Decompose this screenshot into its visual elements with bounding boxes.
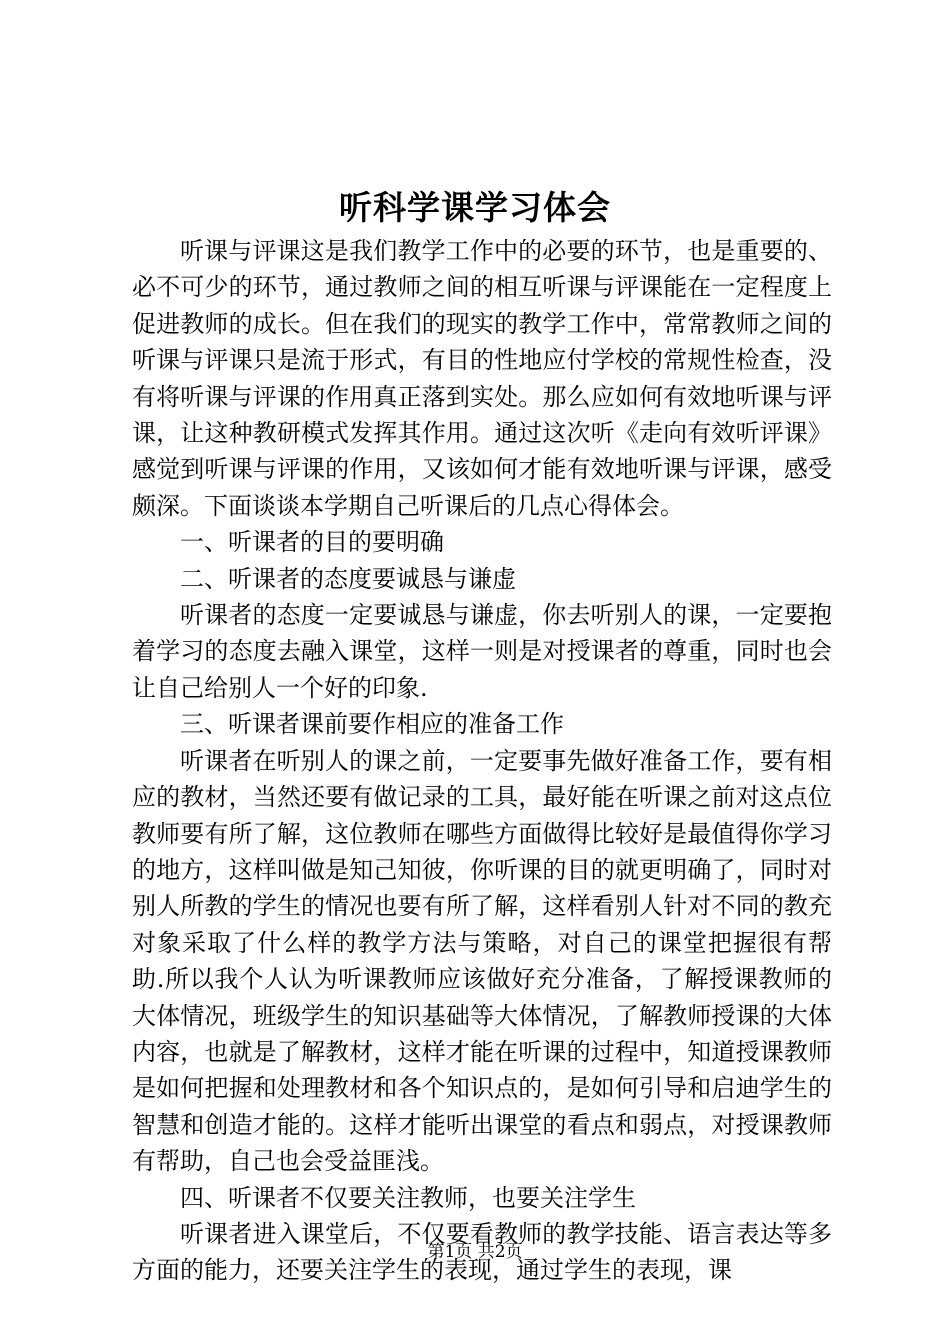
section-heading-3: 三、听课者课前要作相应的准备工作 xyxy=(180,710,564,739)
section-heading-4: 四、听课者不仅要关注教师，也要关注学生 xyxy=(180,1183,636,1212)
section-heading-2: 二、听课者的态度要诚恳与谦虚 xyxy=(180,564,516,593)
paragraph-attitude: 听课者的态度一定要诚恳与谦虚，你去听别人的课，一定要抱着学习的态度去融入课堂，这样一则是对授课者的尊重，同时也会让自己给别人一个好的印象. xyxy=(132,601,832,702)
paragraph-students: 听课者进入课堂后，不仅要看教师的教学技能、语言表达等多方面的能力，还要关注学生的表现，通过学生的表现，课 xyxy=(132,1219,832,1285)
document-title: 听科学课学习体会 xyxy=(339,188,611,227)
document-body xyxy=(132,233,832,1289)
section-heading-1: 一、听课者的目的要明确 xyxy=(180,528,444,557)
page-number-footer: 第1页 共2页 xyxy=(427,1242,523,1262)
paragraph-intro: 听课与评课这是我们教学工作中的必要的环节，也是重要的、必不可少的环节，通过教师之间的相互听课与评课能在一定程度上促进教师的成长。但在我们的现实的教学工作中，常常教师之间的听课与评课只是流于形式，有目的性地应付学校的常规性检查，没有将听课与评课的作用真正落到实处。那么应如何有效地听课与评课，让这种教研模式发挥其作用。通过这次听《走向有效听评课》感觉到听课与评课的作用，又该如何才能有效地听课与评课，感受颇深。下面谈谈本学期自己听课后的几点心得体会。 xyxy=(132,237,832,520)
paragraph-preparation: 听课者在听别人的课之前，一定要事先做好准备工作，要有相应的教材，当然还要有做记录的工具，最好能在听课之前对这点位教师要有所了解，这位教师在哪些方面做得比较好是最值得你学习的地方，这样叫做是知己知彼，你听课的目的就更明确了，同时对别人所教的学生的情况也要有所了解，这样看别人针对不同的教充对象采取了什么样的教学方法与策略，对自己的课堂把握很有帮助.所以我个人认为听课教师应该做好充分准备，了解授课教师的大体情况，班级学生的知识基础等大体情况，了解教师授课的大体内容，也就是了解教材，这样才能在听课的过程中，知道授课教师是如何把握和处理教材和各个知识点的，是如何引导和启迪学生的智慧和创造才能的。这样才能听出课堂的看点和弱点，对授课教师有帮助，自己也会受益匪浅。 xyxy=(132,746,832,1176)
